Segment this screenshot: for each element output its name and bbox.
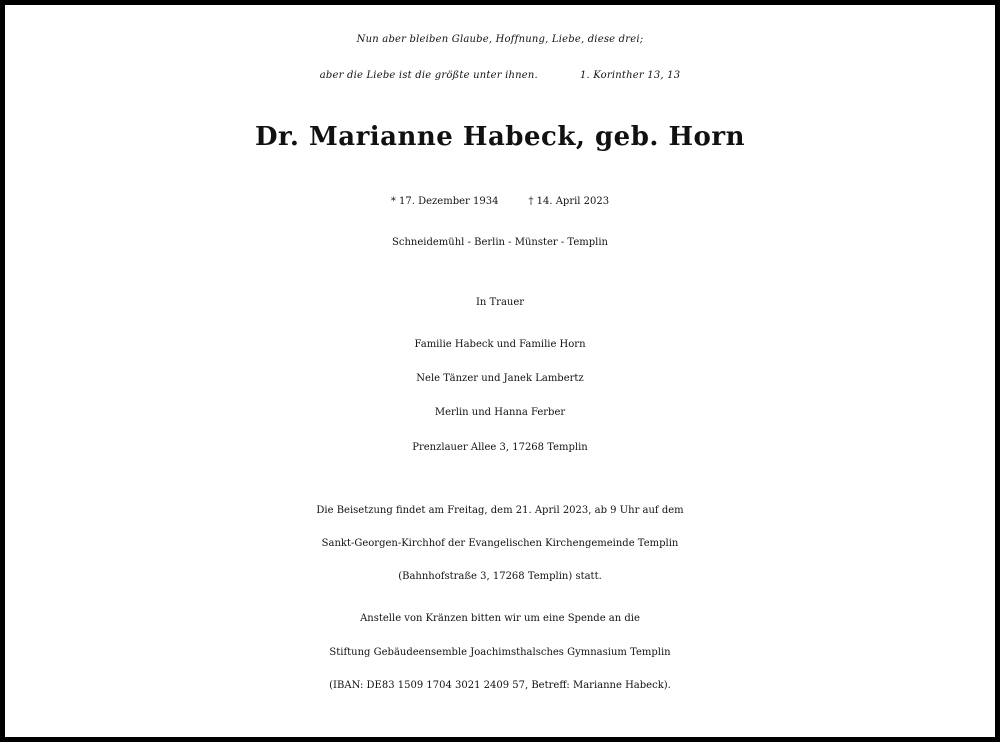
donation-info-line: (IBAN: DE83 1509 1704 3021 2409 57, Betreff: Marianne Habeck). (329, 680, 671, 691)
mourners-line: Merlin und Hanna Ferber (434, 407, 566, 418)
funeral-info-line: Die Beisetzung findet am Freitag, dem 21. April 2023, ab 9 Uhr auf dem (316, 505, 684, 516)
mourners-line: Nele Tänzer und Janek Lambertz (416, 373, 584, 384)
mourners-address: Prenzlauer Allee 3, 17268 Templin (412, 442, 588, 453)
bible-verse-line-1: Nun aber bleiben Glaube, Hoffnung, Liebe, diese drei; (356, 34, 644, 45)
donation-info-line: Stiftung Gebäudeensemble Joachimsthalsches Gymnasium Templin (329, 647, 671, 658)
death-date: † 14. April 2023 (528, 196, 610, 207)
birth-date: * 17. Dezember 1934 (390, 196, 499, 207)
mourners-line: Familie Habeck und Familie Horn (414, 339, 586, 350)
life-places: Schneidemühl - Berlin - Münster - Templin (392, 237, 608, 248)
funeral-info-line: Sankt-Georgen-Kirchhof der Evangelischen Kirchengemeinde Templin (321, 538, 679, 549)
funeral-info-line: (Bahnhofstraße 3, 17268 Templin) statt. (398, 571, 602, 582)
bible-verse-text: aber die Liebe ist die größte unter ihnen. (319, 70, 538, 81)
life-dates (0, 196, 1000, 207)
deceased-name: Dr. Marianne Habeck, geb. Horn (254, 122, 745, 152)
donation-info-line: Anstelle von Kränzen bitten wir um eine Spende an die (360, 613, 640, 624)
mourners-heading: In Trauer (475, 297, 525, 308)
bible-verse-reference: 1. Korinther 13, 13 (579, 70, 681, 81)
bible-verse-line-2 (0, 70, 1000, 81)
